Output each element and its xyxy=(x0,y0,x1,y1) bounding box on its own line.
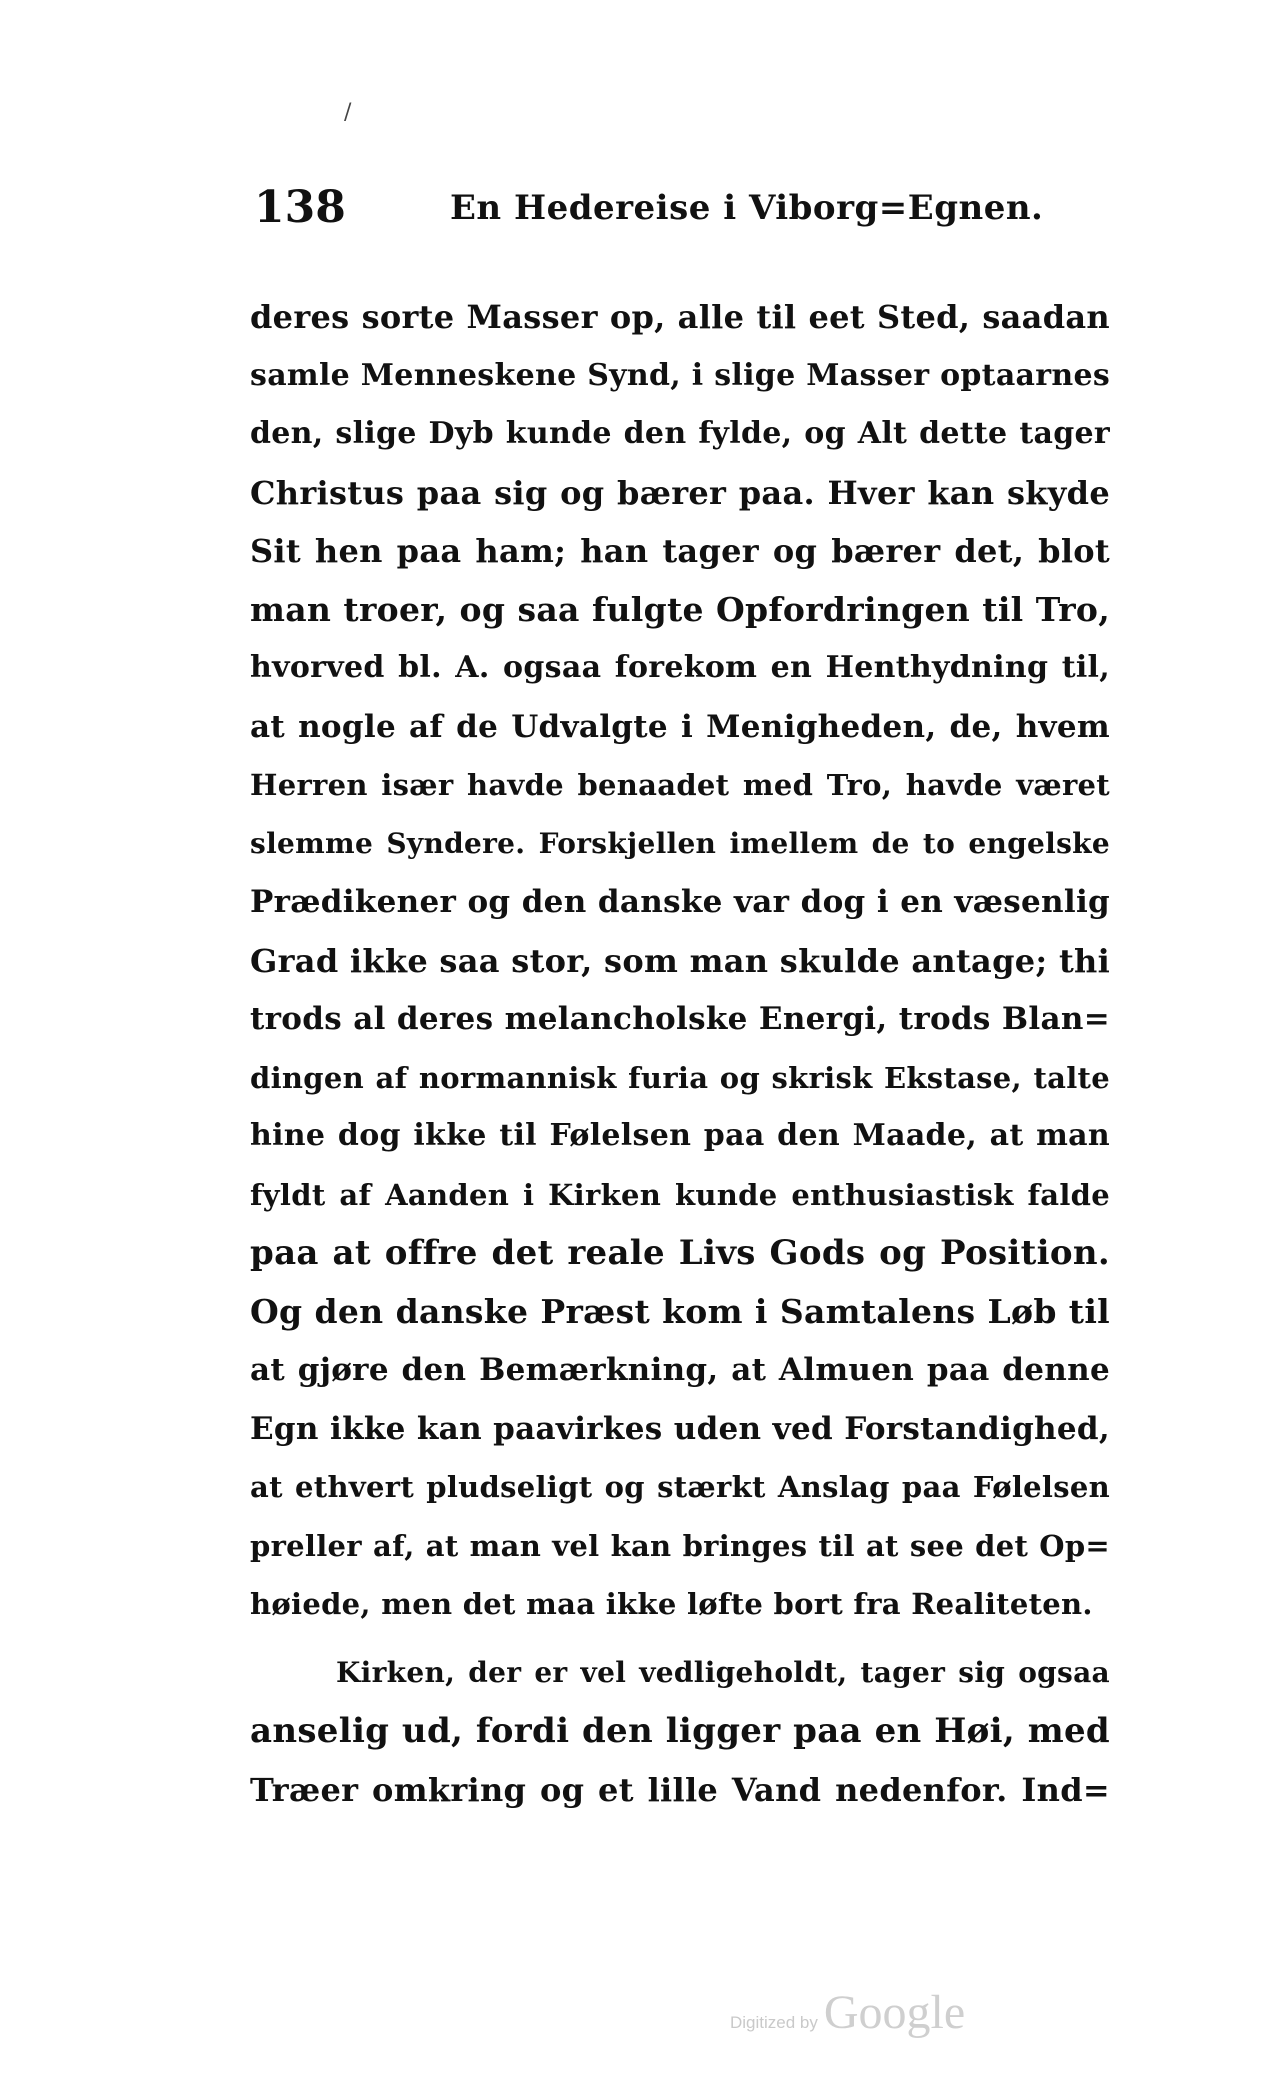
text-line: Herren især havde benaadet med Tro, havde været xyxy=(250,768,1110,802)
text-line: Træer omkring og et lille Vand nedenfor. Ind= xyxy=(250,1770,1110,1809)
text-line: trods al deres melancholske Energi, trods Blan= xyxy=(250,1001,1110,1037)
text-line: Sit hen paa ham; han tager og bærer det, blot xyxy=(250,532,1110,570)
text-line: Grad ikke saa stor, som man skulde antage; thi xyxy=(250,941,1111,980)
digitized-watermark xyxy=(730,1985,965,2040)
page-header xyxy=(240,182,1100,242)
stray-mark: / xyxy=(344,100,352,125)
text-line: Og den danske Præst kom i Samtalens Løb til xyxy=(250,1291,1110,1331)
page-number: 138 xyxy=(254,182,346,233)
text-line: høiede, men det maa ikke løfte bort fra Realiteten. xyxy=(250,1587,1093,1621)
google-logo: Google xyxy=(823,1986,966,2039)
text-line: Kirken, der er vel vedligeholdt, tager sig ogsaa xyxy=(336,1655,1110,1689)
text-line: at gjøre den Bemærkning, at Almuen paa denne xyxy=(250,1352,1110,1388)
text-line: hine dog ikke til Følelsen paa den Maade, at man xyxy=(250,1118,1110,1153)
text-line: fyldt af Aanden i Kirken kunde enthusiastisk falde xyxy=(250,1177,1110,1212)
text-line: den, slige Dyb kunde den fylde, og Alt dette tager xyxy=(250,416,1110,451)
text-line: Egn ikke kan paavirkes uden ved Forstandighed, xyxy=(250,1410,1110,1447)
text-line: samle Menneskene Synd, i slige Masser optaarnes xyxy=(250,357,1111,393)
text-line: slemme Syndere. Forskjellen imellem de to engelske xyxy=(250,826,1110,860)
text-line: dingen af normannisk furia og skrisk Ekstase, talte xyxy=(250,1060,1110,1095)
text-line: at nogle af de Udvalgte i Menigheden, de, hvem xyxy=(250,708,1110,745)
text-line: Prædikener og den danske var dog i en væsenlig xyxy=(250,884,1110,920)
text-line: at ethvert pludseligt og stærkt Anslag paa Følelsen xyxy=(250,1470,1110,1504)
text-line: preller af, at man vel kan bringes til at see det Op= xyxy=(250,1528,1110,1563)
text-line: paa at offre det reale Livs Gods og Position. xyxy=(250,1233,1110,1273)
running-head: En Hedereise i Viborg=Egnen. xyxy=(450,188,1044,228)
text-line: deres sorte Masser op, alle til eet Sted, saadan xyxy=(250,298,1110,336)
text-line: Christus paa sig og bærer paa. Hver kan skyde xyxy=(250,473,1110,512)
text-line: man troer, og saa fulgte Opfordringen til Tro, xyxy=(250,589,1110,629)
text-line: anselig ud, fordi den ligger paa en Høi, med xyxy=(250,1711,1110,1751)
body-text xyxy=(250,288,1110,1819)
watermark-prefix: Digitized by xyxy=(730,2013,818,2032)
text-line: hvorved bl. A. ogsaa forekom en Henthydning til, xyxy=(250,650,1110,685)
